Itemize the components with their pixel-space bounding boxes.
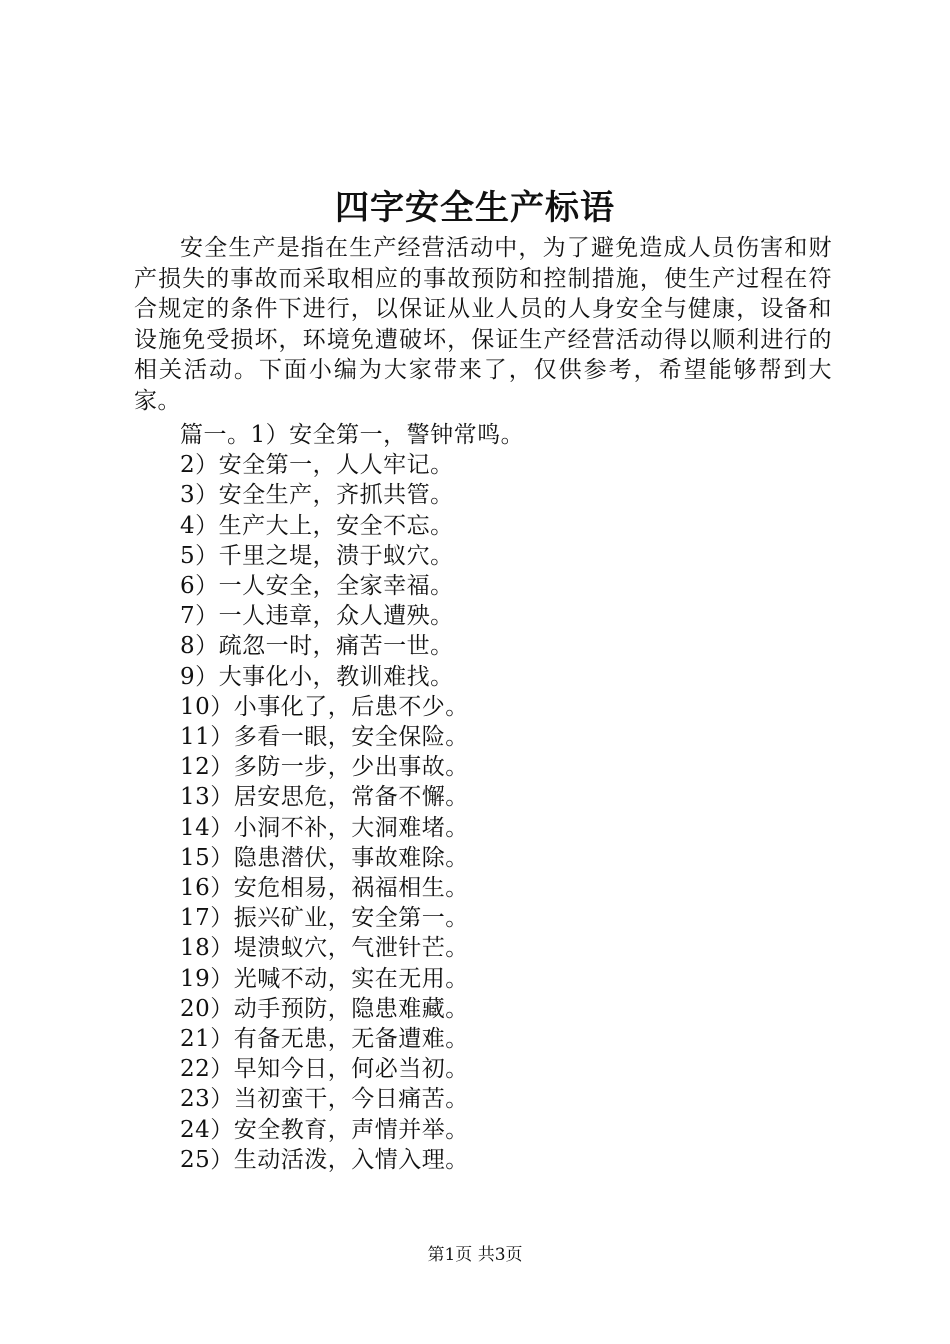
list-item: 12）多防一步，少出事故。: [180, 754, 469, 781]
list-item: 13）居安思危，常备不懈。: [180, 784, 469, 811]
list-item: 15）隐患潜伏，事故难除。: [180, 844, 469, 871]
list-item: 23）当初蛮干，今日痛苦。: [180, 1086, 469, 1113]
list-item: 10）小事化了，后患不少。: [180, 693, 469, 720]
list-item: 4）生产大上，安全不忘。: [180, 512, 454, 539]
list-item: 24）安全教育，声情并举。: [180, 1116, 469, 1143]
list-item: 17）振兴矿业，安全第一。: [180, 905, 469, 932]
list-item: 20）动手预防，隐患难藏。: [180, 995, 469, 1022]
list-item: 3）安全生产，齐抓共管。: [180, 482, 454, 509]
list-item: 5）千里之堤，溃于蚁穴。: [180, 542, 454, 569]
list-item: 8）疏忽一时，痛苦一世。: [180, 633, 454, 660]
intro-paragraph: 安全生产是指在生产经营活动中，为了避免造成人员伤害和财产损失的事故而采取相应的事故预防和控制措施，使生产过程在符合规定的条件下进行，以保证从业人员的人身安全与健康，设备和设施免受损坏，环境免遭破坏，保证生产经营活动得以顺利进行的相关活动。下面小编为大家带来了，仅供参考，希望能够帮到大家。: [134, 235, 832, 414]
list-item: 6）一人安全，全家幸福。: [180, 573, 454, 600]
list-item: 18）堤溃蚁穴，气泄针芒。: [180, 935, 469, 962]
list-item: 16）安危相易，祸福相生。: [180, 875, 469, 902]
list-item: 25）生动活泼，入情入理。: [180, 1146, 469, 1173]
list-item: 篇一。1）安全第一，警钟常鸣。: [180, 422, 525, 448]
list-item: 14）小洞不补，大洞难堵。: [180, 814, 469, 841]
list-item: 11）多看一眼，安全保险。: [180, 724, 469, 751]
page-footer: 第1页 共3页: [427, 1245, 523, 1265]
list-item: 7）一人违章，众人遭殃。: [180, 603, 454, 630]
list-item: 21）有备无患，无备遭难。: [180, 1026, 469, 1053]
list-item: 22）早知今日，何必当初。: [180, 1056, 469, 1083]
document-title: 四字安全生产标语: [335, 188, 615, 228]
list-item: 9）大事化小，教训难找。: [180, 663, 454, 690]
list-item: 19）光喊不动，实在无用。: [180, 965, 469, 992]
list-item: 2）安全第一，人人牢记。: [180, 452, 454, 479]
slogan-list: [180, 420, 524, 1175]
